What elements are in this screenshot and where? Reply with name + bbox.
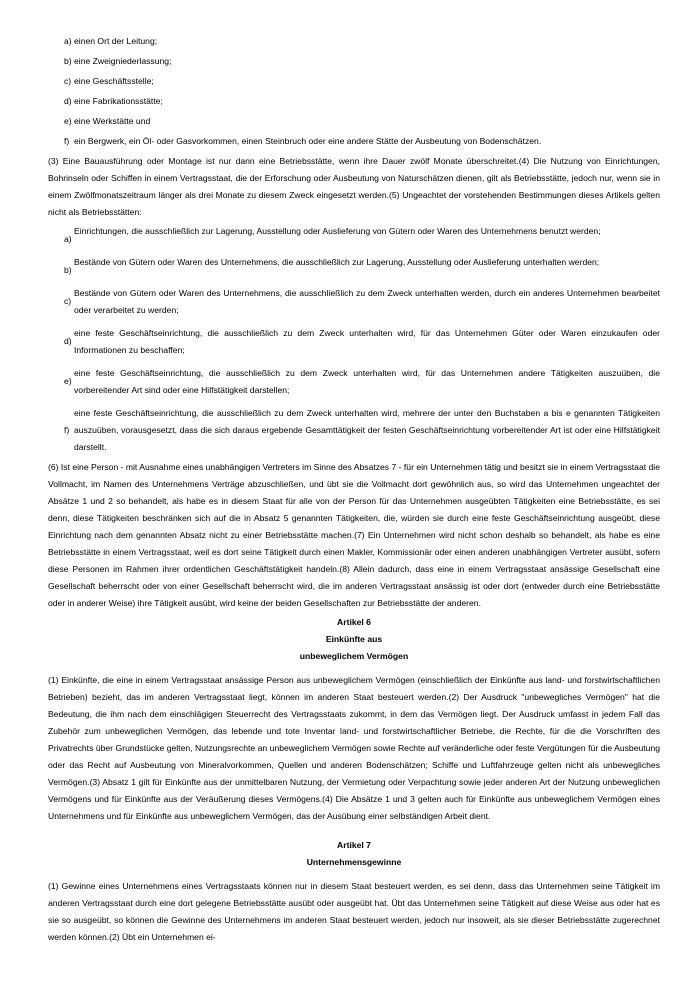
list-text: eine feste Geschäftseinrichtung, die ausschließlich zu dem Zweck unterhalten wird, für das Unternehmen andere Tätigkeiten auszuüben, die vorbereitender Art sind oder eine Hilfstätigkeit darstellen; [74, 368, 660, 395]
list-item [48, 223, 660, 248]
list-item [48, 133, 660, 150]
list-item [48, 73, 660, 90]
list-label: c) [64, 296, 72, 306]
list-item [48, 33, 660, 50]
list-item [48, 113, 660, 130]
list-label: e) [64, 116, 72, 126]
list-item [48, 93, 660, 110]
paragraph-3-5: (3) Eine Bauausführung oder Montage ist nur dann eine Betriebsstätte, wenn ihre Dauer zwölf Monate überschreitet.(4) Die Nutzung von Einrichtungen, Bohrinseln oder Schiffen in einem Vertragsstaat, die der Erforschung oder Ausbeutung von Naturschätzen dienen, gilt als Betriebsstätte, jedoch nur, wenn sie in einem Zwölfmonatszeitraum länger als drei Monate zu diesem Zweck eingesetzt werden.(5) Ungeachtet der vorstehenden Bestimmungen dieses Artikels gelten nicht als Betriebsstätten: [48, 156, 660, 217]
list-item [48, 365, 660, 399]
list-text: eine Zweigniederlassung; [74, 56, 172, 66]
list-text: eine feste Geschäftseinrichtung, die ausschließlich zu dem Zweck unterhalten wird, für das Unternehmen Güter oder Waren einzukaufen oder Informationen zu beschaffen; [74, 328, 660, 355]
list-exclusions [48, 223, 660, 456]
article-subtitle: Einkünfte aus [325, 634, 383, 644]
list-label: b) [64, 265, 72, 275]
list-text: eine feste Geschäftseinrichtung, die ausschließlich zu dem Zweck unterhalten wird, mehrere der unter den Buchstaben a bis e genannten Tätigkeiten auszuüben, vorausgesetzt, dass die sich daraus ergebende Gesamttätigkeit der festen Geschäftseinrichtung vorbereitender Art ist oder eine Hilfstätigkeit darstellt. [74, 408, 660, 452]
article-title: Artikel 7 [337, 840, 371, 850]
list-label: d) [64, 96, 72, 106]
article-6-body: (1) Einkünfte, die eine in einem Vertragsstaat ansässige Person aus unbeweglichem Vermögen (einschließlich der Einkünfte aus land- und forstwirtschaftlichen Betrieben) bezieht, das im anderen Vertragsstaat liegt, können im anderen Staat besteuert werden.(2) Der Ausdruck "unbewegliches Vermögen" hat die Bedeutung, die ihm nach dem einschlägigen Steuerrecht des Vertragsstaats zukommt, in dem das Vermögen liegt. Der Ausdruck umfasst in jedem Fall das Zubehör zum unbeweglichen Vermögen, das lebende und tote Inventar land- und forstwirtschaftlicher Betriebe, die Rechte, für die die Vorschriften des Privatrechts über Grundstücke gelten, Nutzungsrechte an unbeweglichem Vermögen sowie Rechte auf veränderliche oder feste Vergütungen für die Ausbeutung oder das Recht auf Ausbeutung von Mineralvorkommen, Quellen und anderen Bodenschätzen; Schiffe und Luftfahrzeuge gelten nicht als unbewegliches Vermögen.(3) Absatz 1 gilt für Einkünfte aus der unmittelbaren Nutzung, der Vermietung oder Verpachtung sowie jeder anderen Art der Nutzung unbeweglichen Vermögens und für Einkünfte aus der Veräußerung dieses Vermögens.(4) Die Absätze 1 und 3 gelten auch für Einkünfte aus unbeweglichem Vermögen eines Unternehmens und für Einkünfte aus unbeweglichem Vermögen, das der Ausübung einer selbständigen Arbeit dient. [48, 675, 660, 821]
list-label: c) [64, 76, 72, 86]
article-7-heading [48, 837, 660, 871]
list-label: e) [64, 376, 72, 386]
list-text: Bestände von Gütern oder Waren des Unternehmens, die ausschließlich zu dem Zweck unterhalten werden, durch ein anderes Unternehmen bearbeitet oder verarbeitet zu werden; [74, 288, 660, 315]
list-text: ein Bergwerk, ein Öl- oder Gasvorkommen, einen Steinbruch oder eine andere Stätte der Ausbeutung von Bodenschätzen. [74, 136, 542, 146]
article-7-body: (1) Gewinne eines Unternehmens eines Vertragsstaats können nur in diesem Staat besteuert werden, es sei denn, dass das Unternehmen seine Tätigkeit im anderen Vertragsstaat durch eine dort gelegene Betriebsstätte ausübt oder ausgeübt hat. Übt das Unternehmen seine Tätigkeit auf diese Weise aus oder hat es sie so ausgeübt, so können die Gewinne des Unternehmens im anderen Staat besteuert werden, jedoch nur insoweit, als sie dieser Betriebsstätte zugerechnet werden können.(2) Übt ein Unternehmen ei- [48, 881, 660, 942]
list-item [48, 285, 660, 319]
list-text: eine Werkstätte und [74, 116, 151, 126]
list-label: b) [64, 56, 72, 66]
list-item [48, 254, 660, 279]
list-label: d) [64, 336, 72, 346]
article-subtitle: unbeweglichem Vermögen [299, 651, 409, 661]
list-text: einen Ort der Leitung; [74, 36, 158, 46]
list-text: eine Geschäftsstelle; [74, 76, 154, 86]
list-label: f) [64, 425, 70, 435]
list-text: Einrichtungen, die ausschließlich zur Lagerung, Ausstellung oder Auslieferung von Gütern oder Waren des Unternehmens benutzt werden; [74, 226, 601, 236]
article-6-heading [48, 614, 660, 665]
list-label: a) [64, 36, 72, 46]
list-label: a) [64, 234, 72, 244]
list-item [48, 405, 660, 456]
list-permanent-establishments [48, 33, 660, 150]
list-item [48, 325, 660, 359]
paragraph-6-8: (6) Ist eine Person - mit Ausnahme eines unabhängigen Vertreters im Sinne des Absatzes 7 - für ein Unternehmen tätig und besitzt sie in einem Vertragsstaat die Vollmacht, im Namen des Unternehmens Verträge abzuschließen, und übt sie die Vollmacht dort gewöhnlich aus, so wird das Unternehmen ungeachtet der Absätze 1 und 2 so behandelt, als habe es in diesem Staat für alle von der Person für das Unternehmen ausgeübten Tätigkeiten eine Betriebsstätte, es sei denn, diese Tätigkeiten beschränken sich auf die in Absatz 5 genannten Tätigkeiten, die, würden sie durch eine feste Geschäftseinrichtung ausgeübt, diese Einrichtung nach dem genannten Absatz nicht zu einer Betriebsstätte machen.(7) Ein Unternehmen wird nicht schon deshalb so behandelt, als habe es eine Betriebsstätte in einem Vertragsstaat, weil es dort seine Tätigkeit durch einen Makler, Kommissionär oder einen anderen unabhängigen Vertreter ausübt, sofern diese Personen im Rahmen ihrer ordentlichen Geschäftstätigkeit handeln.(8) Allein dadurch, dass eine in einem Vertragsstaat ansässige Gesellschaft eine Gesellschaft beherrscht oder von einer Gesellschaft beherrscht wird, die im anderen Vertragsstaat ansässig ist oder dort (entweder durch eine Betriebsstätte oder in anderer Weise) ihre Tätigkeit ausübt, wird keine der beiden Gesellschaften zur Betriebsstätte der anderen. [48, 462, 660, 608]
list-text: Bestände von Gütern oder Waren des Unternehmens, die ausschließlich zur Lagerung, Ausstellung oder Auslieferung unterhalten werden; [74, 257, 600, 267]
list-item [48, 53, 660, 70]
article-title: Artikel 6 [337, 617, 371, 627]
list-text: eine Fabrikationsstätte; [74, 96, 163, 106]
article-subtitle: Unternehmensgewinne [306, 857, 402, 867]
list-label: f) [64, 136, 70, 146]
